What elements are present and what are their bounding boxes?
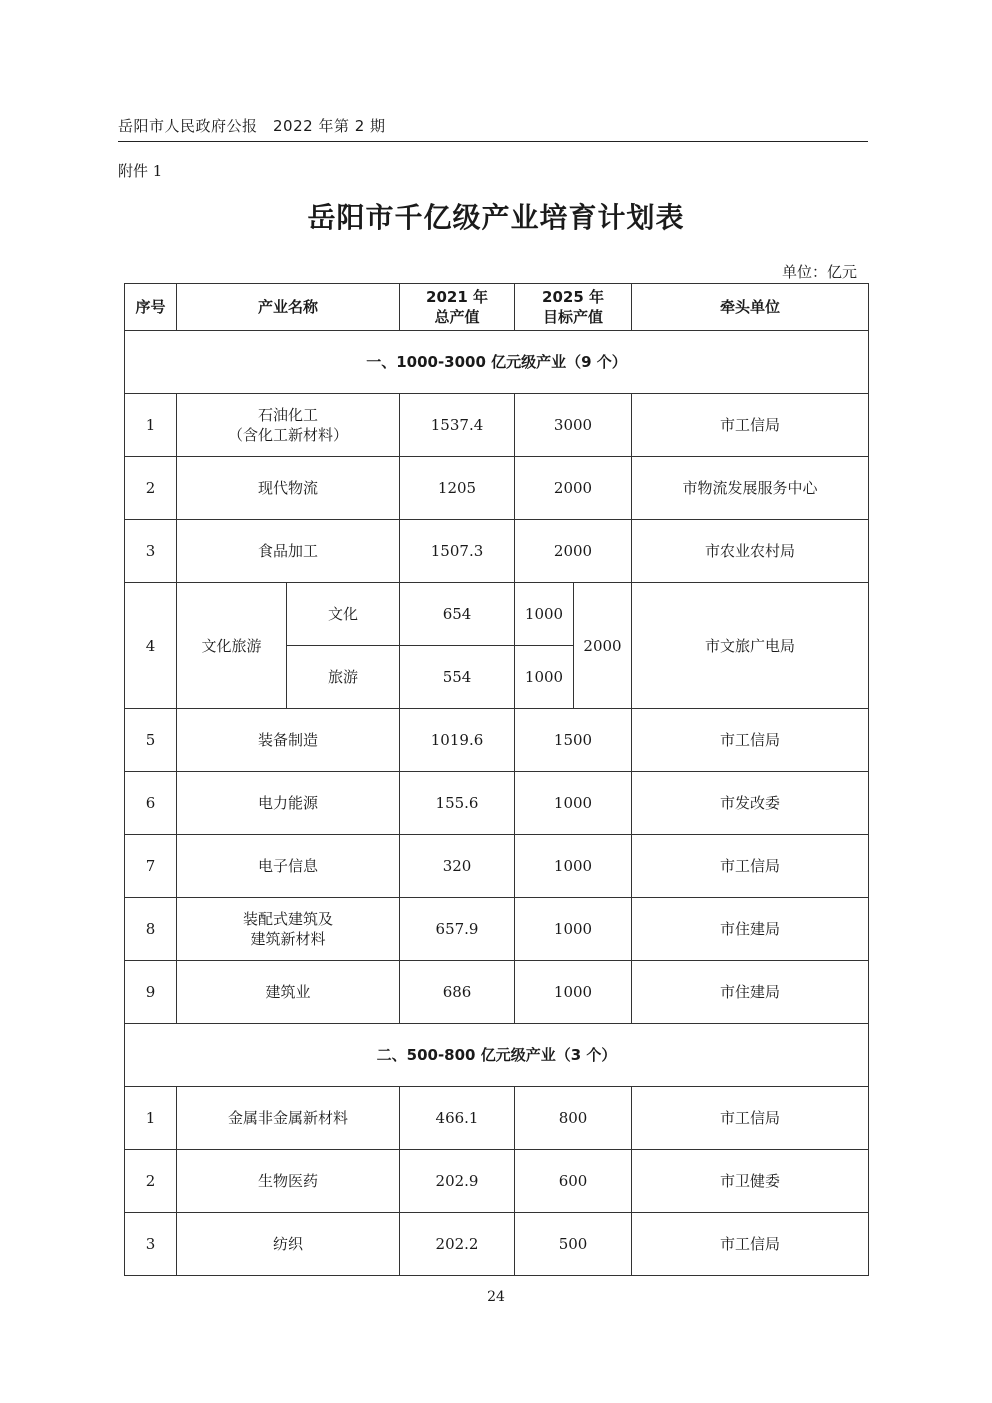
cell-lead: 市住建局 xyxy=(632,898,869,961)
cell-lead: 市发改委 xyxy=(632,772,869,835)
cell-output: 654 xyxy=(400,583,515,646)
col-target-2025: 2025 年 目标产值 xyxy=(515,284,632,331)
cell-seq: 1 xyxy=(125,394,177,457)
section-row xyxy=(125,331,869,394)
cell-output: 202.9 xyxy=(400,1150,515,1213)
cell-output: 320 xyxy=(400,835,515,898)
col-output-2021: 2021 年 总产值 xyxy=(400,284,515,331)
cell-lead: 市卫健委 xyxy=(632,1150,869,1213)
cell-name: 石油化工 （含化工新材料） xyxy=(177,394,400,457)
cell-output: 554 xyxy=(400,646,515,709)
unit-label: 单位：亿元 xyxy=(781,263,857,281)
section-row xyxy=(125,1024,869,1087)
cell-target: 1000 xyxy=(515,772,632,835)
cell-output: 202.2 xyxy=(400,1213,515,1276)
cell-target: 2000 xyxy=(515,520,632,583)
cell-name: 文化旅游 xyxy=(177,583,287,709)
cell-target: 600 xyxy=(515,1150,632,1213)
cell-subname: 旅游 xyxy=(287,646,400,709)
cell-output: 1205 xyxy=(400,457,515,520)
cell-subtarget: 1000 xyxy=(515,646,574,709)
cell-target: 800 xyxy=(515,1087,632,1150)
cell-target: 2000 xyxy=(515,457,632,520)
cell-target: 1000 xyxy=(515,898,632,961)
cell-name: 食品加工 xyxy=(177,520,400,583)
industry-plan-table xyxy=(124,283,869,1276)
cell-seq: 9 xyxy=(125,961,177,1024)
cell-subname: 文化 xyxy=(287,583,400,646)
gazette-header: 岳阳市人民政府公报 2022 年第 2 期 xyxy=(118,117,386,135)
table-row xyxy=(125,772,869,835)
cell-seq: 2 xyxy=(125,457,177,520)
cell-output: 1019.6 xyxy=(400,709,515,772)
cell-name: 建筑业 xyxy=(177,961,400,1024)
cell-name: 装备制造 xyxy=(177,709,400,772)
cell-seq: 2 xyxy=(125,1150,177,1213)
cell-name: 现代物流 xyxy=(177,457,400,520)
cell-output: 155.6 xyxy=(400,772,515,835)
section-title: 二、500-800 亿元级产业（3 个） xyxy=(125,1024,869,1087)
table-row xyxy=(125,709,869,772)
cell-name: 纺织 xyxy=(177,1213,400,1276)
table-row xyxy=(125,961,869,1024)
cell-seq: 4 xyxy=(125,583,177,709)
cell-seq: 5 xyxy=(125,709,177,772)
cell-name: 金属非金属新材料 xyxy=(177,1087,400,1150)
cell-lead: 市住建局 xyxy=(632,961,869,1024)
table-row xyxy=(125,1087,869,1150)
cell-target: 1500 xyxy=(515,709,632,772)
cell-seq: 6 xyxy=(125,772,177,835)
cell-output: 1537.4 xyxy=(400,394,515,457)
cell-target-total: 2000 xyxy=(574,583,632,709)
page-title: 岳阳市千亿级产业培育计划表 xyxy=(307,201,685,234)
table-row xyxy=(125,898,869,961)
attachment-label: 附件 1 xyxy=(118,162,163,180)
cell-lead: 市工信局 xyxy=(632,709,869,772)
cell-seq: 3 xyxy=(125,1213,177,1276)
header-rule xyxy=(118,141,868,142)
cell-lead: 市文旅广电局 xyxy=(632,583,869,709)
col-lead: 牵头单位 xyxy=(632,284,869,331)
table-row xyxy=(125,1150,869,1213)
cell-target: 3000 xyxy=(515,394,632,457)
table-header-row xyxy=(125,284,869,331)
cell-output: 466.1 xyxy=(400,1087,515,1150)
cell-name: 电力能源 xyxy=(177,772,400,835)
cell-seq: 8 xyxy=(125,898,177,961)
table-row xyxy=(125,835,869,898)
page-number: 24 xyxy=(487,1289,505,1305)
cell-seq: 1 xyxy=(125,1087,177,1150)
cell-lead: 市工信局 xyxy=(632,394,869,457)
cell-target: 1000 xyxy=(515,835,632,898)
cell-output: 1507.3 xyxy=(400,520,515,583)
table-row xyxy=(125,394,869,457)
cell-target: 1000 xyxy=(515,961,632,1024)
table-row xyxy=(125,457,869,520)
cell-lead: 市工信局 xyxy=(632,1087,869,1150)
table-row xyxy=(125,583,869,646)
cell-name: 装配式建筑及 建筑新材料 xyxy=(177,898,400,961)
cell-lead: 市工信局 xyxy=(632,835,869,898)
cell-lead: 市农业农村局 xyxy=(632,520,869,583)
cell-seq: 3 xyxy=(125,520,177,583)
table-row xyxy=(125,1213,869,1276)
table-row xyxy=(125,520,869,583)
cell-lead: 市工信局 xyxy=(632,1213,869,1276)
cell-seq: 7 xyxy=(125,835,177,898)
cell-name: 生物医药 xyxy=(177,1150,400,1213)
cell-subtarget: 1000 xyxy=(515,583,574,646)
col-seq: 序号 xyxy=(125,284,177,331)
cell-name: 电子信息 xyxy=(177,835,400,898)
cell-output: 657.9 xyxy=(400,898,515,961)
cell-output: 686 xyxy=(400,961,515,1024)
section-title: 一、1000-3000 亿元级产业（9 个） xyxy=(125,331,869,394)
cell-lead: 市物流发展服务中心 xyxy=(632,457,869,520)
col-name: 产业名称 xyxy=(177,284,400,331)
cell-target: 500 xyxy=(515,1213,632,1276)
